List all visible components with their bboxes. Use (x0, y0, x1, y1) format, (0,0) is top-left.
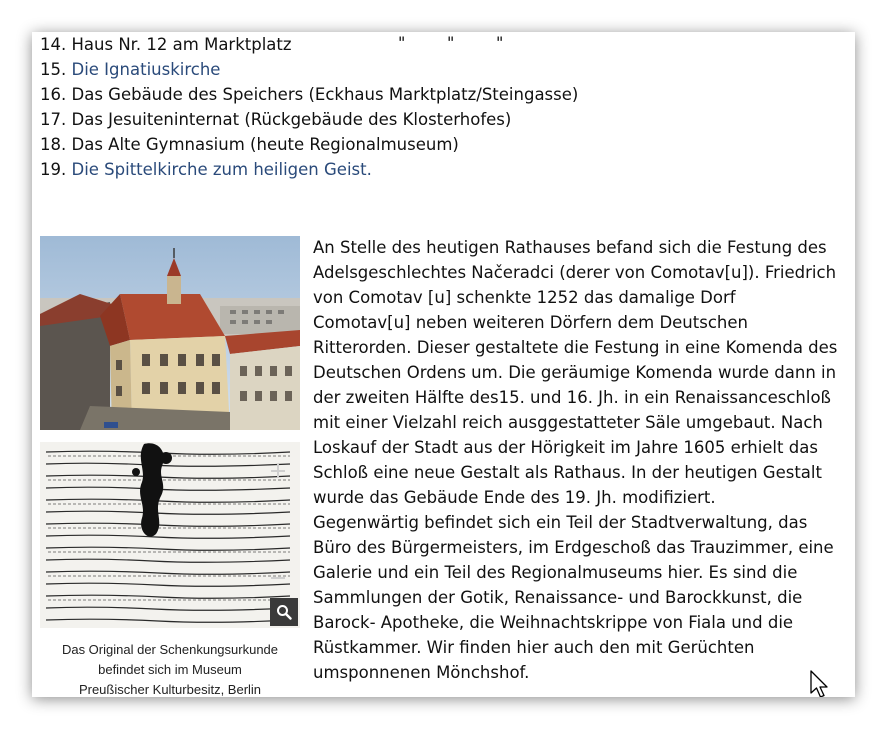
caption-line: befindet sich im Museum (98, 662, 242, 677)
page-content (32, 32, 855, 697)
list-item-text: Das Alte Gymnasium (heute Regionalmuseum) (71, 135, 459, 154)
article-line: Rüstkammer. Wir finden hier auch den mit Gerüchten (313, 638, 755, 657)
list-item-number: 15. (40, 60, 67, 79)
article-line: Sammlungen der Gotik, Renaissance- und Barockkunst, die (313, 588, 803, 607)
article-line: Galerie und ein Teil des Regionalmuseums hier. Es sind die (313, 563, 798, 582)
list-item-text: Haus Nr. 12 am Marktplatz (71, 35, 292, 54)
ditto-mark: " (496, 33, 504, 52)
list-item (40, 57, 578, 82)
list-item-number: 17. (40, 110, 67, 129)
landmark-list (40, 32, 578, 182)
article-line: Schloß eine neue Gestalt als Rathaus. In der heutigen Gestalt (313, 463, 822, 482)
ditto-mark: " (447, 33, 455, 52)
link-spittelkirche[interactable]: Die Spittelkirche zum heiligen Geist. (71, 160, 372, 179)
article-line: Ritterorden. Dieser gestaltete die Festung in eine Komenda des (313, 338, 838, 357)
article-text (313, 235, 853, 685)
ditto-mark: " (398, 33, 406, 52)
list-item-text: Das Gebäude des Speichers (Eckhaus Marktplatz/Steingasse) (71, 85, 579, 104)
article-line: An Stelle des heutigen Rathauses befand sich die Festung des (313, 238, 827, 257)
list-item-number: 18. (40, 135, 67, 154)
link-ignatiuskirche[interactable]: Die Ignatiuskirche (71, 60, 221, 79)
town-hall-photo[interactable] (40, 236, 300, 430)
article-line: Barock- Apotheke, die Weihnachtskrippe von Fiala und die (313, 613, 794, 632)
list-item-text: Das Jesuiteninternat (Rückgebäude des Klosterhofes) (71, 110, 512, 129)
list-item-number: 14. (40, 35, 67, 54)
article-line: umsponnenen Mönchshof. (313, 663, 530, 682)
article-line: Adelsgeschlechtes Načeradci (derer von Comotav[u]). Friedrich (313, 263, 837, 282)
article-line: von Comotav [u] schenkte 1252 das damalige Dorf (313, 288, 736, 307)
article-line: Büro des Bürgermeisters, im Erdgeschoß das Trauzimmer, eine (313, 538, 834, 557)
list-item (40, 82, 578, 107)
magnifier-icon (276, 604, 292, 620)
list-item (40, 107, 578, 132)
article-line: Comotav[u] neben weiteren Dörfern dem Deutschen (313, 313, 748, 332)
article-line: Gegenwärtig befindet sich ein Teil der Stadtverwaltung, das (313, 513, 808, 532)
list-item (40, 157, 578, 182)
donation-document-image[interactable] (40, 442, 300, 628)
list-item-number: 16. (40, 85, 67, 104)
article-line: mit einer Vielzahl reich ausggestatteter Säle umgebaut. Nach (313, 413, 823, 432)
article-line: der zweiten Hälfte des15. und 16. Jh. in ein Renaissanceschloß (313, 388, 831, 407)
list-item-number: 19. (40, 160, 67, 179)
image-caption (40, 640, 300, 697)
list-item (40, 132, 578, 157)
article-line: Deutschen Ordens um. Die geräumige Komenda wurde dann in (313, 363, 837, 382)
mouse-cursor-icon (810, 670, 830, 697)
list-item (40, 32, 578, 57)
caption-line: Das Original der Schenkungsurkunde (61, 642, 279, 657)
article-line: Loskauf der Stadt aus der Hörigkeit im Jahre 1605 erhielt das (313, 438, 818, 457)
caption-line: Preußischer Kulturbesitz, Berlin (78, 682, 262, 697)
zoom-button[interactable] (270, 598, 298, 626)
article-line: wurde das Gebäude Ende des 19. Jh. modifiziert. (313, 488, 716, 507)
